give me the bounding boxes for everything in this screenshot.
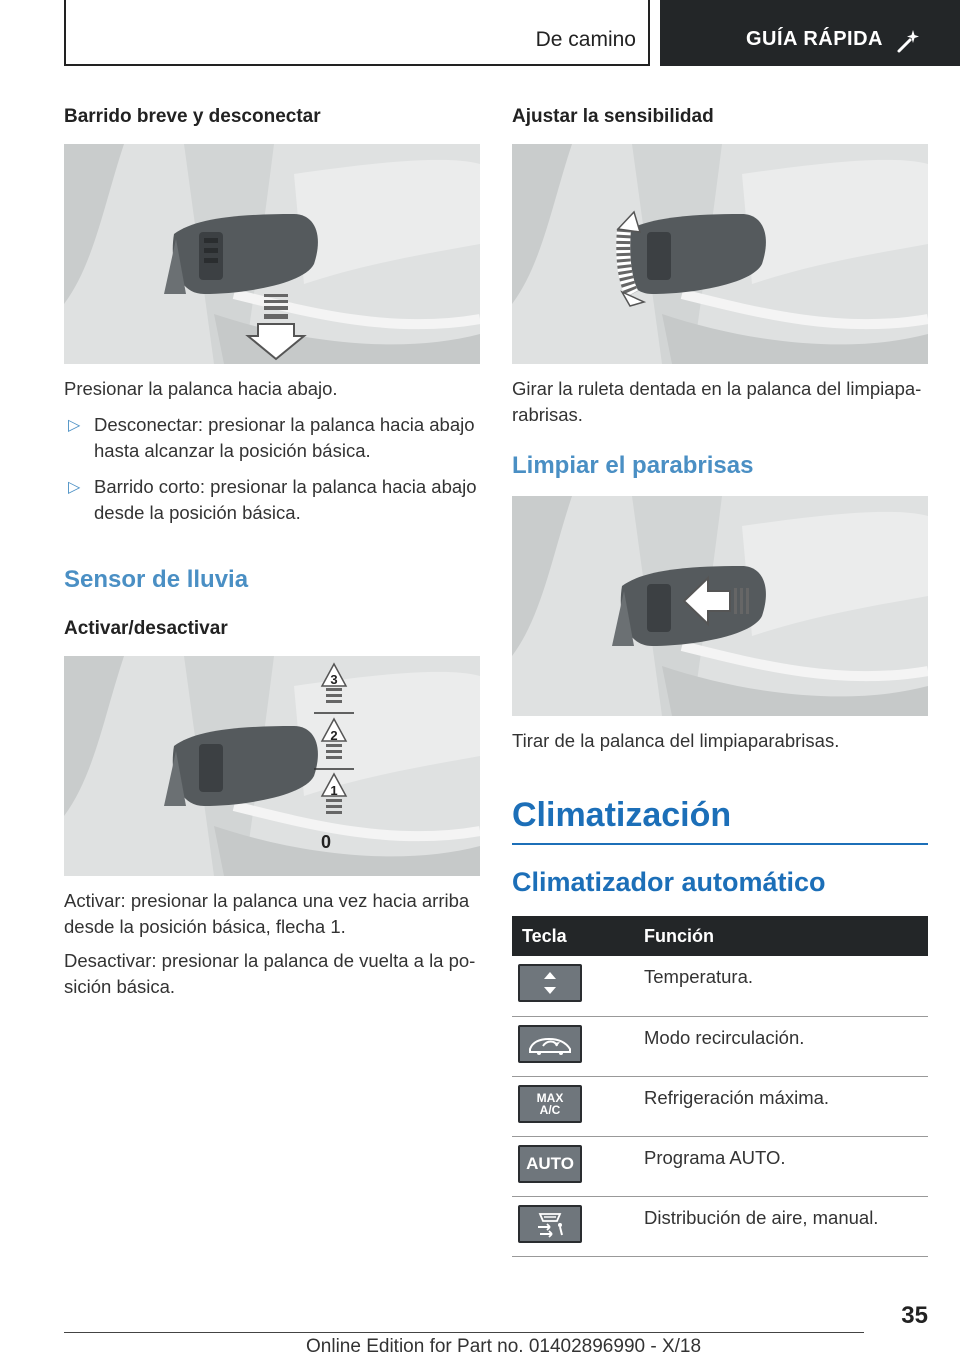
function-text: Modo recirculación.: [636, 1016, 928, 1076]
bullet-desconectar: [64, 412, 480, 464]
figure-wiper-lever-down: [64, 144, 480, 364]
right-column: [512, 100, 928, 1257]
arrow-label-3: 3: [330, 672, 338, 687]
heading-sensor-lluvia: Sensor de lluvia: [64, 566, 249, 593]
max-ac-icon: [518, 1085, 582, 1123]
page-number: 35: [901, 1302, 928, 1329]
table-row: [512, 1136, 928, 1196]
col-header-tecla: Tecla: [512, 916, 636, 956]
footer-edition: Online Edition for Part no. 01402896990 - X/18: [306, 1336, 702, 1357]
header-chapter-box: [660, 0, 960, 66]
table-row: [512, 1076, 928, 1136]
temperature-arrows-icon: [518, 964, 582, 1002]
left-column: [64, 100, 480, 1000]
key-label: AUTO: [526, 1153, 574, 1173]
bullet-text: Barrido corto: presionar la palanca hacia abajo desde la posición básica.: [94, 476, 477, 523]
header-section-title: De camino: [535, 28, 636, 51]
heading-activar-desactivar: Activar/desactivar: [64, 618, 228, 639]
triangle-bullet-icon: ▷: [68, 479, 81, 496]
text-tirar: Tirar de la palanca del limpiaparabrisas.: [512, 730, 840, 751]
figure-wiper-lever-pull: [512, 496, 928, 716]
auto-icon: [518, 1145, 582, 1183]
heading-limpiar-parabrisas: Limpiar el parabrisas: [512, 452, 754, 479]
figure-sensitivity-wheel: [512, 144, 928, 364]
air-distribution-icon: [518, 1205, 582, 1243]
wand-icon: [896, 28, 922, 54]
arrow-label-2: 2: [330, 728, 338, 743]
heading-barrido: Barrido breve y desconectar: [64, 106, 321, 127]
function-text: Refrigeración máxima.: [636, 1076, 928, 1136]
table-row: [512, 956, 928, 1016]
text-girar: Girar la ruleta dentada en la palanca del limpiapa-rabrisas.: [512, 378, 922, 425]
function-text: Programa AUTO.: [636, 1136, 928, 1196]
recirculation-car-icon: [518, 1025, 582, 1063]
col-header-funcion: Función: [636, 916, 928, 956]
table-row: [512, 1016, 928, 1076]
function-text: Temperatura.: [636, 956, 928, 1016]
key-label: MAX A/C: [536, 1090, 564, 1117]
arrow-label-1: 1: [330, 783, 338, 798]
triangle-bullet-icon: ▷: [68, 417, 81, 434]
text-presionar: Presionar la palanca hacia abajo.: [64, 378, 338, 399]
footer-rule: [64, 1332, 864, 1333]
section-rule: [512, 843, 928, 845]
table-header-row: [512, 916, 928, 956]
heading-climatizador-automatico: Climatizador automático: [512, 867, 826, 897]
bullet-barrido-corto: [64, 474, 480, 526]
figure-rain-sensor-lever: [64, 656, 480, 876]
text-activar: Activar: presionar la palanca una vez hacia arriba desde la posición básica, flecha 1.: [64, 890, 470, 937]
heading-ajustar-sensibilidad: Ajustar la sensibilidad: [512, 106, 714, 127]
text-desactivar: Desactivar: presionar la palanca de vuelta a la po-sición básica.: [64, 950, 476, 997]
header-chapter-title: GUÍA RÁPIDA: [746, 28, 883, 50]
header-section-box: [64, 0, 650, 66]
arrow-label-0: 0: [320, 832, 332, 852]
heading-climatizacion: Climatización: [512, 796, 732, 834]
function-text: Distribución de aire, manual.: [636, 1196, 928, 1256]
climate-key-table: [512, 916, 928, 1257]
bullet-text: Desconectar: presionar la palanca hacia abajo hasta alcanzar la posición básica.: [94, 414, 475, 461]
table-row: [512, 1196, 928, 1256]
